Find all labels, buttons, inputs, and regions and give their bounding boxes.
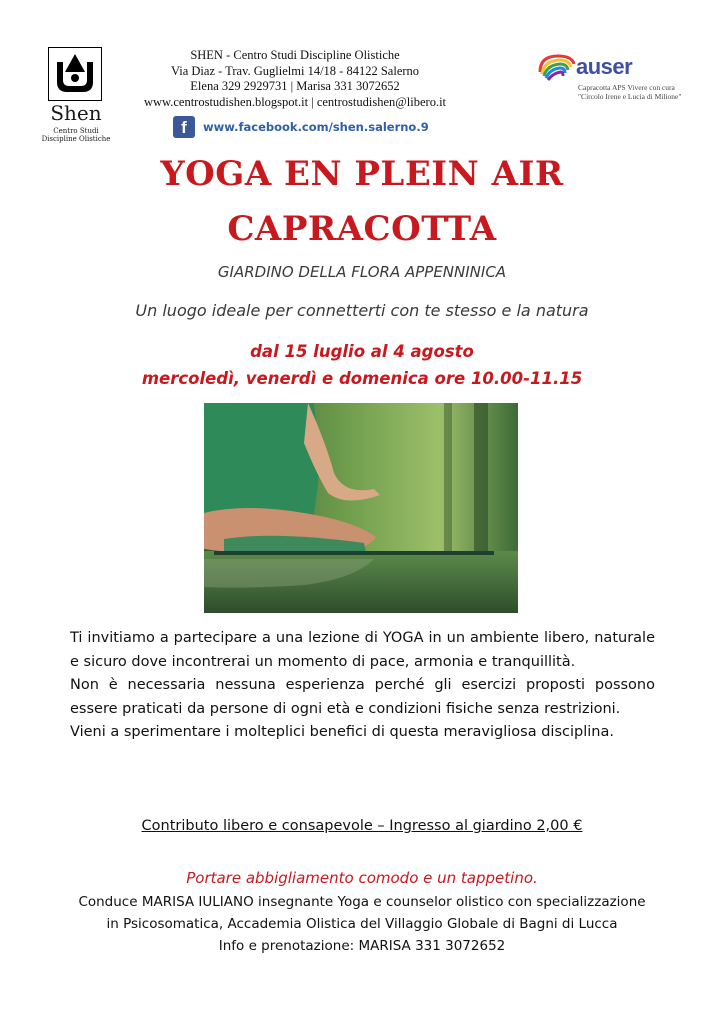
auser-sub-line-1: Capracotta APS Vivere con cura xyxy=(578,83,675,92)
venue-subtitle: GIARDINO DELLA FLORA APPENNINICA xyxy=(217,263,507,281)
event-location-title: CAPRACOTTA xyxy=(227,209,497,249)
shen-logo-subtitle: Centro Studi Discipline Olistiche xyxy=(41,127,111,143)
shen-emblem xyxy=(48,47,102,101)
auser-logo-word: auser xyxy=(576,54,633,79)
instructor-line-2: in Psicosomatica, Accademia Olistica del Villaggio Globale di Bagni di Lucca xyxy=(106,916,618,932)
what-to-bring: Portare abbigliamento comodo e un tappetino. xyxy=(186,869,538,887)
org-phones: Elena 329 2929731 | Marisa 331 3072652 xyxy=(190,79,400,93)
event-title: YOGA EN PLEIN AIR xyxy=(160,154,564,194)
shen-logo-word: Shen xyxy=(50,101,102,125)
auser-sub-line-2: "Circolo Irene e Lucia di Milione" xyxy=(578,92,682,101)
contribution-note: Contributo libero e consapevole – Ingresso al giardino 2,00 € xyxy=(141,818,583,834)
facebook-link[interactable]: www.facebook.com/shen.salerno.9 xyxy=(203,120,429,134)
org-web-email[interactable]: www.centrostudishen.blogspot.it | centrostudishen@libero.it xyxy=(143,94,447,109)
date-range: dal 15 luglio al 4 agosto xyxy=(250,342,474,361)
facebook-icon[interactable]: f xyxy=(173,116,195,138)
description-paragraph-3: Vieni a sperimentare i molteplici benefici di questa meravigliosa disciplina. xyxy=(70,724,614,740)
auser-logo xyxy=(530,48,710,108)
shen-logo xyxy=(41,47,111,147)
org-name: SHEN - Centro Studi Discipline Olistiche xyxy=(190,48,400,62)
instructor-line-1: Conduce MARISA IULIANO insegnante Yoga e counselor olistico con specializzazione xyxy=(78,894,646,910)
tagline: Un luogo ideale per connetterti con te stesso e la natura xyxy=(135,301,589,320)
description-paragraph-1: Ti invitiamo a partecipare a una lezione di YOGA in un ambiente libero, naturale e sicuro dove incontrerai un momento di pace, armonia e tranquillità. xyxy=(70,630,655,670)
description xyxy=(70,627,655,745)
schedule: mercoledì, venerdì e domenica ore 10.00-11.15 xyxy=(141,369,583,388)
contact-block xyxy=(110,48,480,110)
facebook-row[interactable] xyxy=(173,115,429,139)
org-address: Via Diaz - Trav. Guglielmi 14/18 - 84122 Salerno xyxy=(170,63,420,78)
auser-logo-subtitle xyxy=(578,83,718,101)
description-paragraph-2: Non è necessaria nessuna esperienza perché gli esercizi proposti possono essere praticati da persone di ogni età e condizioni fisiche senza restrizioni. xyxy=(70,677,655,717)
yoga-photo xyxy=(204,403,518,613)
instructor-info xyxy=(40,891,684,957)
auser-swirl-icon xyxy=(534,50,578,84)
booking-info: Info e prenotazione: MARISA 331 3072652 xyxy=(218,938,506,954)
